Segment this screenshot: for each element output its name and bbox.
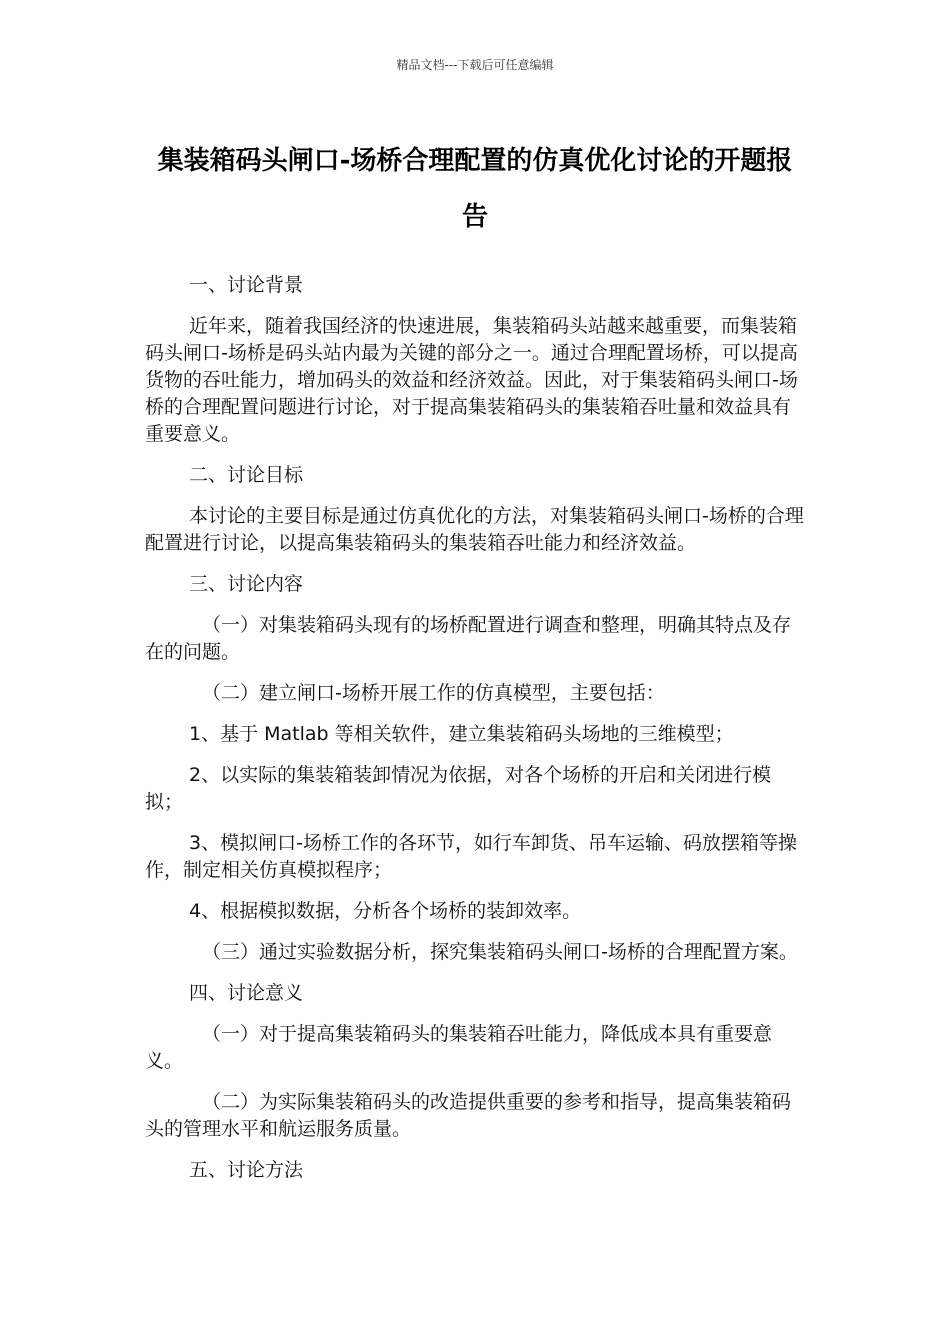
- section-heading-background: 一、讨论背景: [189, 274, 304, 296]
- section-heading-methods: 五、讨论方法: [189, 1159, 304, 1181]
- content-item-3: （三）通过实验数据分析，探究集装箱码头闸口-场桥的合理配置方案。: [202, 941, 798, 963]
- significance-item-2: （二）为实际集装箱码头的改造提供重要的参考和指导，提高集装箱码头的管理水平和航运服务质量。: [145, 1091, 792, 1140]
- content-subitem-2: 2、以实际的集装箱装卸情况为依据，对各个场桥的开启和关闭进行模拟；: [145, 764, 772, 813]
- section-heading-goals: 二、讨论目标: [189, 464, 304, 486]
- content-item-2: （二）建立闸口-场桥开展工作的仿真模型，主要包括：: [202, 682, 665, 704]
- paragraph-background: 近年来，随着我国经济的快速进展，集装箱码头站越来越重要，而集装箱码头闸口-场桥是码头站内最为关键的部分之一。通过合理配置场桥，可以提高货物的吞吐能力，增加码头的效益和经济效益。因此，对于集装箱码头闸口-场桥的合理配置问题进行讨论，对于提高集装箱码头的集装箱吞吐量和效益具有重要意义。: [145, 315, 798, 445]
- document-body: [145, 272, 805, 1198]
- significance-item-1: （一）对于提高集装箱码头的集装箱吞吐能力，降低成本具有重要意义。: [145, 1023, 773, 1072]
- document-title: 集装箱码头闸口-场桥合理配置的仿真优化讨论的开题报告: [157, 146, 793, 232]
- page-header: 精品文档---下载后可任意编辑: [396, 58, 554, 72]
- section-heading-significance: 四、讨论意义: [189, 982, 304, 1004]
- section-heading-content: 三、讨论内容: [189, 573, 304, 595]
- content-item-1: （一）对集装箱码头现有的场桥配置进行调查和整理，明确其特点及存在的问题。: [145, 614, 792, 663]
- paragraph-goals: 本讨论的主要目标是通过仿真优化的方法，对集装箱码头闸口-场桥的合理配置进行讨论，以提高集装箱码头的集装箱吞吐能力和经济效益。: [145, 505, 804, 554]
- content-subitem-4: 4、根据模拟数据，分析各个场桥的装卸效率。: [189, 900, 582, 922]
- content-subitem-1: 1、基于 Matlab 等相关软件，建立集装箱码头场地的三维模型；: [189, 723, 734, 745]
- content-subitem-3: 3、模拟闸口-场桥工作的各环节，如行车卸货、吊车运输、码放摆箱等操作，制定相关仿真模拟程序；: [145, 832, 797, 881]
